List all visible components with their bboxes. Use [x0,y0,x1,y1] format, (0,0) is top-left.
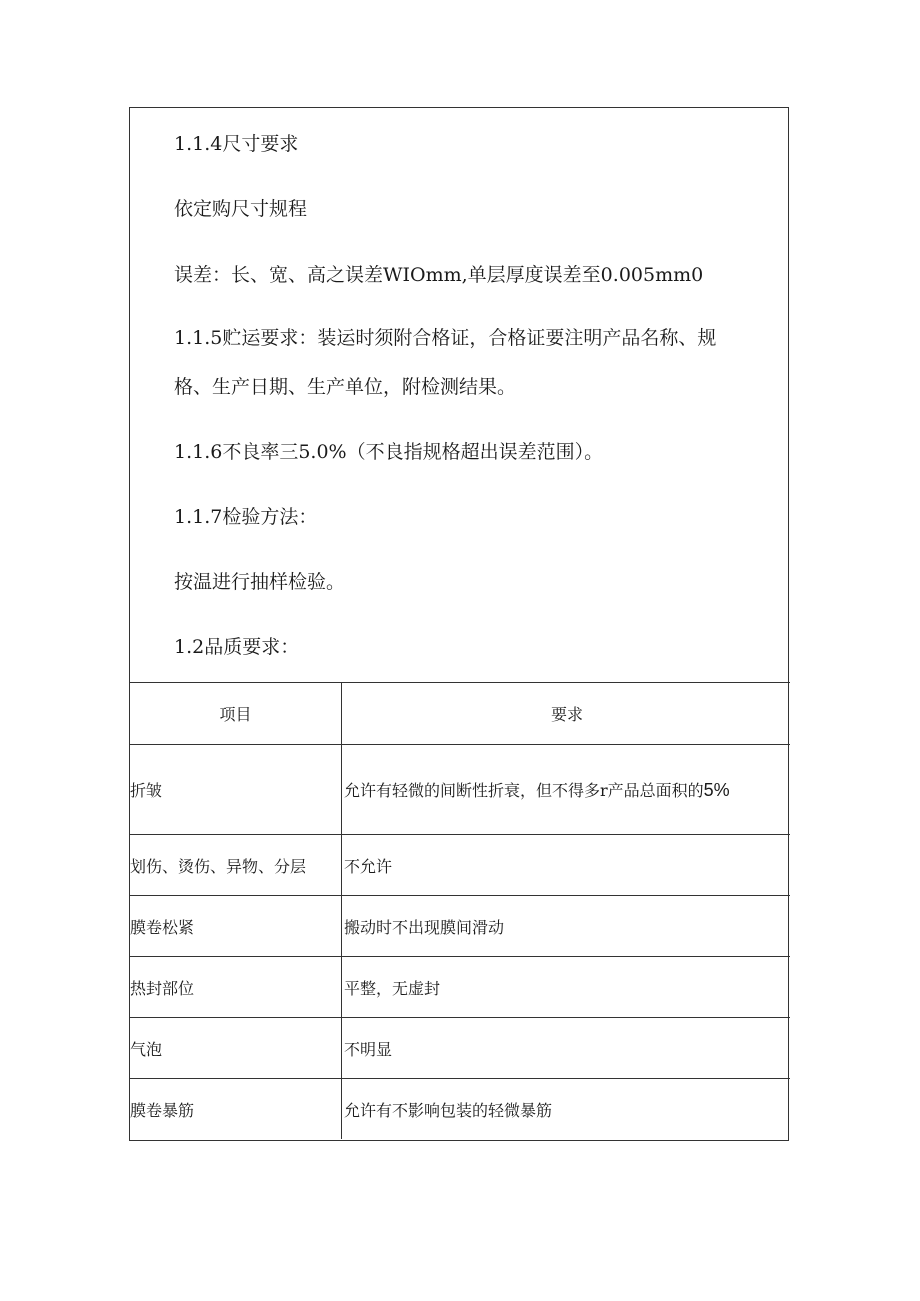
table-row [130,957,790,1018]
cell-requirement [342,745,791,835]
table-row [130,835,790,896]
document-frame [129,107,789,1141]
cell-requirement: 不允许 [342,835,791,896]
storage-transport-line-2: 格、生产日期、生产单位，附检测结果。 [174,376,517,398]
cell-requirement: 搬动时不出现膜间滑动 [342,896,791,957]
table-row [130,745,790,835]
tolerance-text: 误差：长、宽、高之误差WIOmm,单层厚度误差至0.005mm0 [174,264,704,286]
quality-requirements-table [130,682,790,1139]
inspection-method-text: 按温进行抽样检验。 [174,571,346,593]
cell-requirement: 允许有不影响包装的轻微暴筋 [342,1079,791,1140]
inspection-method-heading: 1.1.7检验方法： [174,506,318,528]
cell-requirement: 平整，无虚封 [342,957,791,1018]
defect-rate-text: 1.1.6不良率三5.0%（不良指规格超出误差范围）。 [174,441,604,463]
cell-item: 折皱 [130,745,342,835]
quality-requirements-heading: 1.2品质要求： [174,636,300,658]
storage-transport-line-1: 1.1.5贮运要求：装运时须附合格证，合格证要注明产品名称、规 [174,327,717,349]
table-header-row [130,683,790,745]
cell-item: 气泡 [130,1018,342,1079]
requirement-percent: 5% [703,780,730,800]
table-row [130,1079,790,1140]
header-requirement: 要求 [342,683,791,745]
cell-item: 膜卷暴筋 [130,1079,342,1140]
cell-item: 热封部位 [130,957,342,1018]
table-row [130,896,790,957]
cell-item: 膜卷松紧 [130,896,342,957]
cell-item: 划伤、烫伤、异物、分层 [130,835,342,896]
table-row [130,1018,790,1079]
text-section [130,108,788,682]
section-1-1-4-heading: 1.1.4尺寸要求 [174,133,299,155]
header-item: 项目 [130,683,342,745]
cell-requirement: 不明显 [342,1018,791,1079]
size-spec-text: 依定购尺寸规程 [174,198,308,220]
requirement-text: 允许有轻微的间断性折衰，但不得多r产品总面积的 [344,781,704,800]
